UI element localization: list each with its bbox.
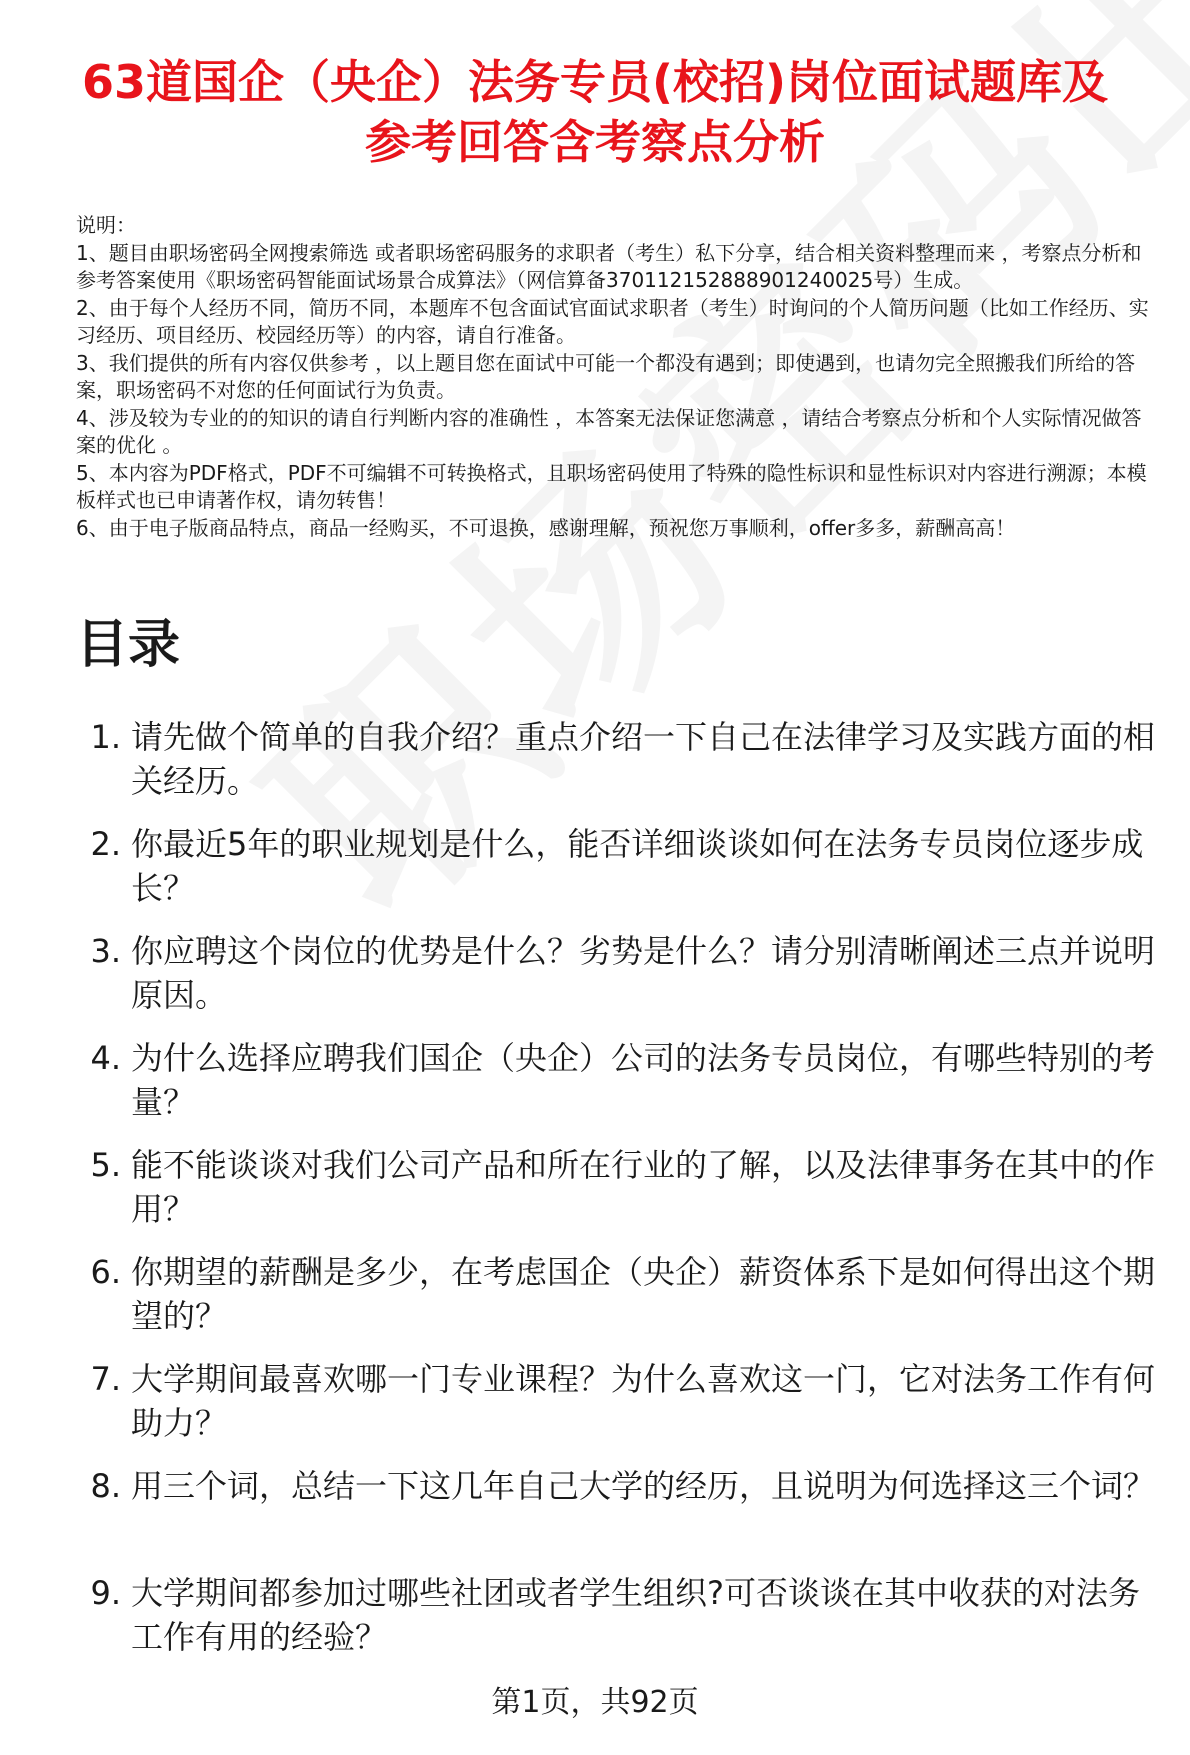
toc-item-text: 为什么选择应聘我们国企（央企）公司的法务专员岗位，有哪些特别的考量？ [131,1039,1156,1121]
toc-item-9[interactable] [76,1571,1166,1659]
notes-section [76,212,1156,542]
toc-item-text: 你最近5年的职业规划是什么，能否详细谈谈如何在法务专员岗位逐步成长？ [131,825,1144,907]
note-item-1: 1、题目由职场密码全网搜索筛选 或者职场密码服务的求职者（考生）私下分享，结合相关资料整理而来 ，考察点分析和参考答案使用《职场密码智能面试场景合成算法》（网信算备370112152888901240025号）生成。 [76,240,1142,292]
toc-item-6[interactable] [76,1250,1166,1338]
toc-item-number: 4. [90,1039,121,1077]
note-item-6: 6、由于电子版商品特点，商品一经购买，不可退换，感谢理解，预祝您万事顺利，offer多多，薪酬高高！ [76,515,1016,540]
toc-item-number: 2. [90,825,121,863]
toc-item-text: 用三个词，总结一下这几年自己大学的经历，且说明为何选择这三个词？ [131,1467,1156,1505]
toc-item-text: 请先做个简单的自我介绍？重点介绍一下自己在法律学习及实践方面的相关经历。 [131,718,1156,800]
toc-heading: 目录 [76,615,181,675]
toc-item-8[interactable] [76,1464,1166,1552]
document-title: 63道国企（央企）法务专员(校招)岗位面试题库及参考回答含考察点分析 [81,55,1109,169]
toc-item-text: 能不能谈谈对我们公司产品和所在行业的了解，以及法律事务在其中的作用？ [131,1146,1156,1228]
toc-item-number: 5. [90,1146,121,1184]
note-item-4: 4、涉及较为专业的的知识的请自行判断内容的准确性 ，本答案无法保证您满意 ，请结合考察点分析和个人实际情况做答案的优化 。 [76,405,1142,457]
toc-item-text: 大学期间最喜欢哪一门专业课程？为什么喜欢这一门，它对法务工作有何助力？ [131,1360,1156,1442]
toc-item-7[interactable] [76,1357,1166,1445]
toc-item-text: 你应聘这个岗位的优势是什么？劣势是什么？请分别清晰阐述三点并说明原因。 [131,932,1156,1014]
note-item-5: 5、本内容为PDF格式，PDF不可编辑不可转换格式，且职场密码使用了特殊的隐性标识和显性标识对内容进行溯源；本模板样式也已申请著作权，请勿转售！ [76,460,1147,512]
toc-item-number: 8. [90,1467,121,1505]
toc-item-number: 3. [90,932,121,970]
page-footer: 第1页，共92页 [491,1685,699,1720]
toc-list [76,715,1166,1678]
toc-item-text: 你期望的薪酬是多少，在考虑国企（央企）薪资体系下是如何得出这个期望的？ [131,1253,1156,1335]
toc-item-5[interactable] [76,1143,1166,1231]
toc-item-number: 9. [90,1574,121,1612]
toc-item-number: 7. [90,1360,121,1398]
toc-item-text: 大学期间都参加过哪些社团或者学生组织?可否谈谈在其中收获的对法务工作有用的经验？ [131,1574,1140,1656]
toc-item-1[interactable] [76,715,1166,803]
toc-item-3[interactable] [76,929,1166,1017]
notes-heading: 说明： [76,213,136,237]
toc-item-4[interactable] [76,1036,1166,1124]
note-item-2: 2、由于每个人经历不同，简历不同，本题库不包含面试官面试求职者（考生）时询问的个人简历问题（比如工作经历、实习经历、项目经历、校园经历等）的内容，请自行准备。 [76,295,1149,347]
note-item-3: 3、我们提供的所有内容仅供参考 ，以上题目您在面试中可能一个都没有遇到；即使遇到，也请勿完全照搬我们所给的答案，职场密码不对您的任何面试行为负责。 [76,350,1136,402]
toc-item-2[interactable] [76,822,1166,910]
toc-item-number: 6. [90,1253,121,1291]
toc-item-number: 1. [90,718,121,756]
